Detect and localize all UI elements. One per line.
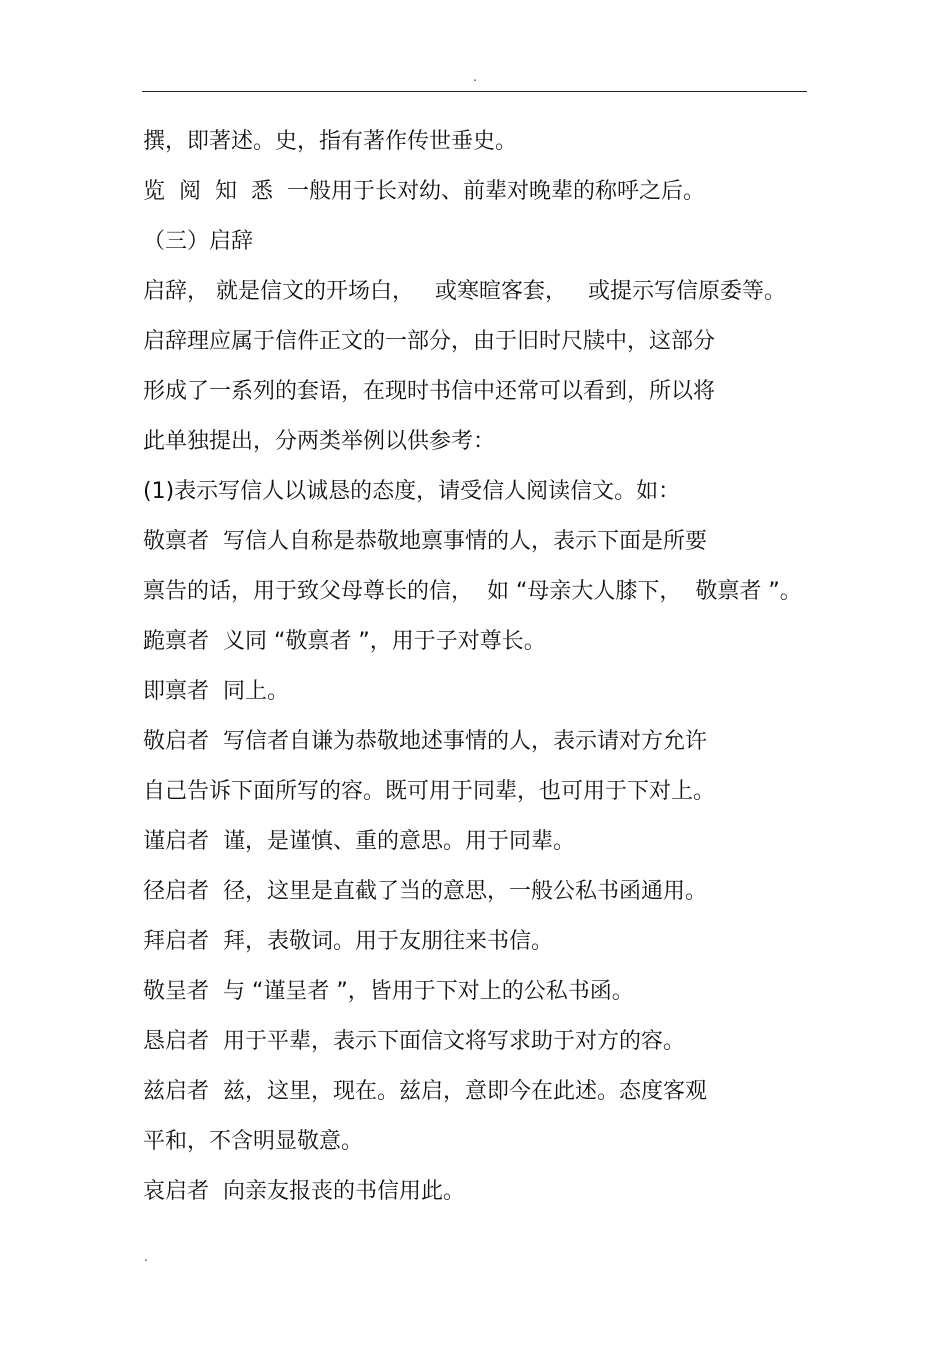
text-line: 径启者 径，这里是直截了当的意思，一般公私书函通用。 <box>143 879 707 904</box>
text-line: 拜启者 拜，表敬词。用于友朋往来书信。 <box>143 929 553 954</box>
text-line: 兹启者 兹，这里，现在。兹启，意即今在此述。态度客观 <box>143 1079 707 1104</box>
text-line: 谨启者 谨，是谨慎、重的意思。用于同辈。 <box>143 829 575 854</box>
text-line: 启辞理应属于信件正文的一部分，由于旧时尺牍中，这部分 <box>143 329 716 354</box>
header-mark: . <box>473 70 477 84</box>
text-line: 跪禀者 义同 “敬禀者 ”，用于子对尊长。 <box>143 629 546 654</box>
section-heading: （三）启辞 <box>143 229 254 254</box>
text-line: 形成了一系列的套语，在现时书信中还常可以看到，所以将 <box>143 379 716 404</box>
text-line: 敬启者 写信者自谦为恭敬地述事情的人，表示请对方允许 <box>143 729 707 754</box>
text-line: 恳启者 用于平辈，表示下面信文将写求助于对方的容。 <box>143 1029 685 1054</box>
text-line: 览 阅 知 悉 一般用于长对幼、前辈对晚辈的称呼之后。 <box>143 179 705 204</box>
header-rule <box>142 91 807 92</box>
document-body <box>143 121 823 1221</box>
text-line: 哀启者 向亲友报丧的书信用此。 <box>143 1179 465 1204</box>
text-line: 敬禀者 写信人自称是恭敬地禀事情的人，表示下面是所要 <box>143 529 707 554</box>
text-line: 此单独提出，分两类举例以供参考： <box>143 429 496 454</box>
text-line: (1)表示写信人以诚恳的态度，请受信人阅读信文。如： <box>143 479 681 504</box>
text-line: 平和，不含明显敬意。 <box>143 1129 364 1154</box>
text-line: 敬呈者 与 “谨呈者 ”，皆用于下对上的公私书函。 <box>143 979 634 1004</box>
text-line: 自己告诉下面所写的容。既可用于同辈，也可用于下对上。 <box>143 779 716 804</box>
text-line: 启辞， 就是信文的开场白， 或寒暄客套， 或提示写信原委等。 <box>143 279 786 304</box>
text-line: 禀告的话，用于致父母尊长的信， 如 “母亲大人膝下， 敬禀者 ”。 <box>143 579 802 604</box>
text-line: 即禀者 同上。 <box>143 679 289 704</box>
text-line: 撰，即著述。史，指有著作传世垂史。 <box>143 129 518 154</box>
footer-mark: . <box>144 1250 148 1264</box>
